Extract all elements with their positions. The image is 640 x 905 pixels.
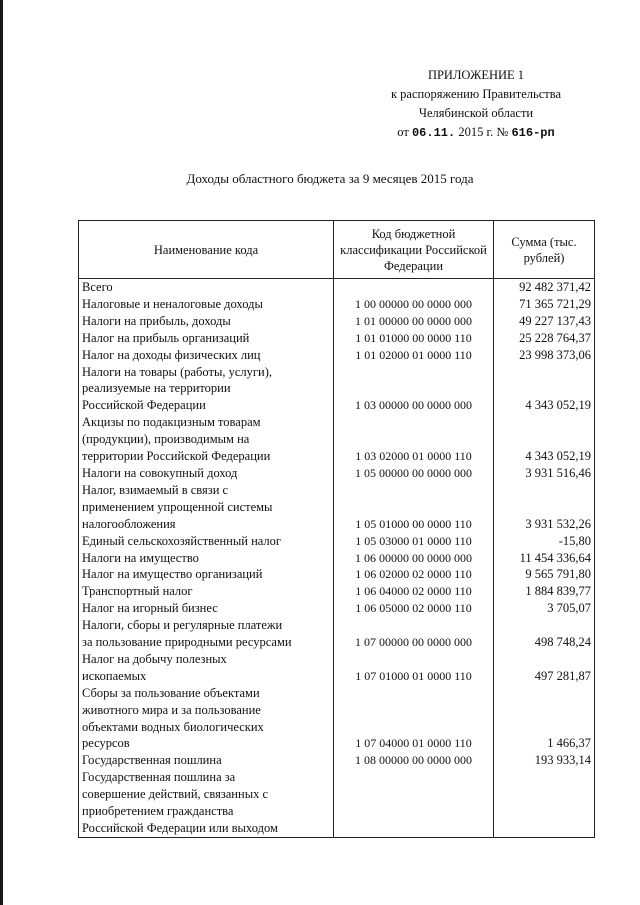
row-name-line: Налог на имущество организаций	[82, 567, 263, 582]
row-name-line: ископаемых	[82, 668, 147, 683]
table-row	[79, 313, 595, 330]
row-name-line: Налог на прибыль организаций	[82, 330, 250, 345]
row-sum: 193 933,14	[494, 752, 595, 769]
row-name-line: Государственная пошлина	[82, 753, 222, 768]
row-sum: 3 931 516,46	[494, 465, 595, 482]
table-row	[79, 550, 595, 567]
page-left-edge	[0, 0, 3, 905]
row-code: 1 03 00000 00 0000 000	[334, 364, 494, 415]
table-row	[79, 465, 595, 482]
row-code	[334, 769, 494, 837]
table-row	[79, 279, 595, 296]
row-name	[79, 685, 334, 753]
row-name-line: реализуемые на территории	[82, 381, 231, 396]
row-name	[79, 583, 334, 600]
row-code: 1 06 02000 02 0000 110	[334, 566, 494, 583]
row-name	[79, 279, 334, 296]
row-name-line: территории Российской Федерации	[82, 449, 271, 464]
row-name	[79, 414, 334, 465]
row-name-line: Единый сельскохозяйственный налог	[82, 533, 282, 548]
appendix-header	[356, 66, 596, 143]
row-name-line: Налоговые и неналоговые доходы	[82, 296, 263, 311]
row-name	[79, 769, 334, 837]
row-name-line: Государственная пошлина за	[82, 770, 236, 785]
table-body	[79, 279, 595, 838]
row-code: 1 07 04000 01 0000 110	[334, 685, 494, 753]
row-name-line: Транспортный налог	[82, 584, 193, 599]
row-sum: -15,80	[494, 533, 595, 550]
row-name-line: животного мира и за пользование	[82, 702, 261, 717]
row-name-line: Налог на добычу полезных	[82, 651, 227, 666]
row-code: 1 05 00000 00 0000 000	[334, 465, 494, 482]
decree-number: 616-рп	[511, 126, 555, 140]
budget-table	[78, 220, 595, 838]
row-sum: 3 931 532,26	[494, 482, 595, 533]
row-name	[79, 347, 334, 364]
row-name-line: (продукции), производимым на	[82, 432, 250, 447]
row-sum: 498 748,24	[494, 617, 595, 651]
appendix-region-line: Челябинской области	[418, 106, 534, 120]
row-sum: 4 343 052,19	[494, 414, 595, 465]
table-row	[79, 651, 595, 685]
row-sum: 9 565 791,80	[494, 566, 595, 583]
row-name-line: применением упрощенной системы	[82, 499, 273, 514]
date-prefix: от	[397, 125, 409, 139]
document-title: Доходы областного бюджета за 9 месяцев 2015 года	[186, 171, 474, 186]
row-code: 1 00 00000 00 0000 000	[334, 296, 494, 313]
row-sum: 92 482 371,42	[494, 279, 595, 296]
row-name-line: Сборы за пользование объектами	[82, 685, 260, 700]
row-name	[79, 465, 334, 482]
row-name	[79, 566, 334, 583]
row-code: 1 06 05000 02 0000 110	[334, 600, 494, 617]
table-row	[79, 685, 595, 753]
row-name-line: объектами водных биологических	[82, 719, 264, 734]
table-row	[79, 414, 595, 465]
row-sum: 3 705,07	[494, 600, 595, 617]
row-code: 1 01 02000 01 0000 110	[334, 347, 494, 364]
row-name	[79, 752, 334, 769]
row-name	[79, 550, 334, 567]
table-row	[79, 347, 595, 364]
row-code: 1 03 02000 01 0000 110	[334, 414, 494, 465]
row-code	[334, 279, 494, 296]
row-name-line: за пользование природными ресурсами	[82, 635, 292, 650]
row-sum: 1 466,37	[494, 685, 595, 753]
row-name-line: Налоги на прибыль, доходы	[82, 313, 231, 328]
appendix-title: ПРИЛОЖЕНИЕ 1	[427, 68, 525, 82]
row-name-line: Налоги на имущество	[82, 550, 199, 565]
row-name-line: Российской Федерации	[82, 398, 206, 413]
appendix-decree-line: к распоряжению Правительства	[390, 87, 561, 101]
row-code: 1 05 03000 01 0000 110	[334, 533, 494, 550]
row-code: 1 07 00000 00 0000 000	[334, 617, 494, 651]
table-header-row	[79, 221, 595, 279]
row-code: 1 01 00000 00 0000 000	[334, 313, 494, 330]
table-row	[79, 364, 595, 415]
header-name: Наименование кода	[79, 221, 334, 279]
row-sum: 23 998 373,06	[494, 347, 595, 364]
row-name	[79, 330, 334, 347]
row-code: 1 07 01000 01 0000 110	[334, 651, 494, 685]
table-row	[79, 482, 595, 533]
row-name	[79, 482, 334, 533]
decree-date: 06.11.	[411, 126, 456, 140]
row-code: 1 06 04000 02 0000 110	[334, 583, 494, 600]
table-row	[79, 296, 595, 313]
row-sum: 25 228 764,37	[494, 330, 595, 347]
row-sum: 1 884 839,77	[494, 583, 595, 600]
table-row	[79, 752, 595, 769]
row-name-line: Налоги, сборы и регулярные платежи	[82, 618, 283, 633]
row-name	[79, 651, 334, 685]
row-code: 1 05 01000 00 0000 110	[334, 482, 494, 533]
row-sum: 4 343 052,19	[494, 364, 595, 415]
row-name-line: ресурсов	[82, 736, 130, 751]
table-row	[79, 617, 595, 651]
row-sum: 49 227 137,43	[494, 313, 595, 330]
table-row	[79, 769, 595, 837]
table-row	[79, 330, 595, 347]
table-row	[79, 533, 595, 550]
row-name-line: приобретением гражданства	[82, 804, 234, 819]
row-name-line: Налоги на товары (работы, услуги),	[82, 364, 272, 379]
row-name-line: Российской Федерации или выходом	[82, 821, 278, 835]
row-name-line: налогообложения	[82, 516, 176, 531]
header-sum: Сумма (тыс. рублей)	[494, 221, 595, 279]
row-code: 1 06 00000 00 0000 000	[334, 550, 494, 567]
row-sum: 71 365 721,29	[494, 296, 595, 313]
row-sum: 11 454 336,64	[494, 550, 595, 567]
row-name	[79, 313, 334, 330]
table-row	[79, 583, 595, 600]
appendix-date-line	[356, 123, 596, 143]
row-name-line: Налог на доходы физических лиц	[82, 347, 261, 362]
row-sum: 497 281,87	[494, 651, 595, 685]
row-name-line: Акцизы по подакцизным товарам	[82, 415, 261, 430]
row-name-line: Всего	[82, 280, 113, 294]
row-name	[79, 533, 334, 550]
row-name	[79, 296, 334, 313]
row-name-line: Налог на игорный бизнес	[82, 601, 218, 616]
row-sum	[494, 769, 595, 837]
row-code: 1 08 00000 00 0000 000	[334, 752, 494, 769]
table-row	[79, 600, 595, 617]
table-row	[79, 566, 595, 583]
decree-year: 2015 г. №	[458, 125, 509, 139]
row-code: 1 01 01000 00 0000 110	[334, 330, 494, 347]
row-name-line: Налог, взимаемый в связи с	[82, 482, 229, 497]
header-code: Код бюджетной классификации Российской Федерации	[334, 221, 494, 279]
row-name-line: совершение действий, связанных с	[82, 787, 269, 802]
row-name	[79, 600, 334, 617]
row-name-line: Налоги на совокупный доход	[82, 465, 238, 480]
row-name	[79, 364, 334, 415]
row-name	[79, 617, 334, 651]
